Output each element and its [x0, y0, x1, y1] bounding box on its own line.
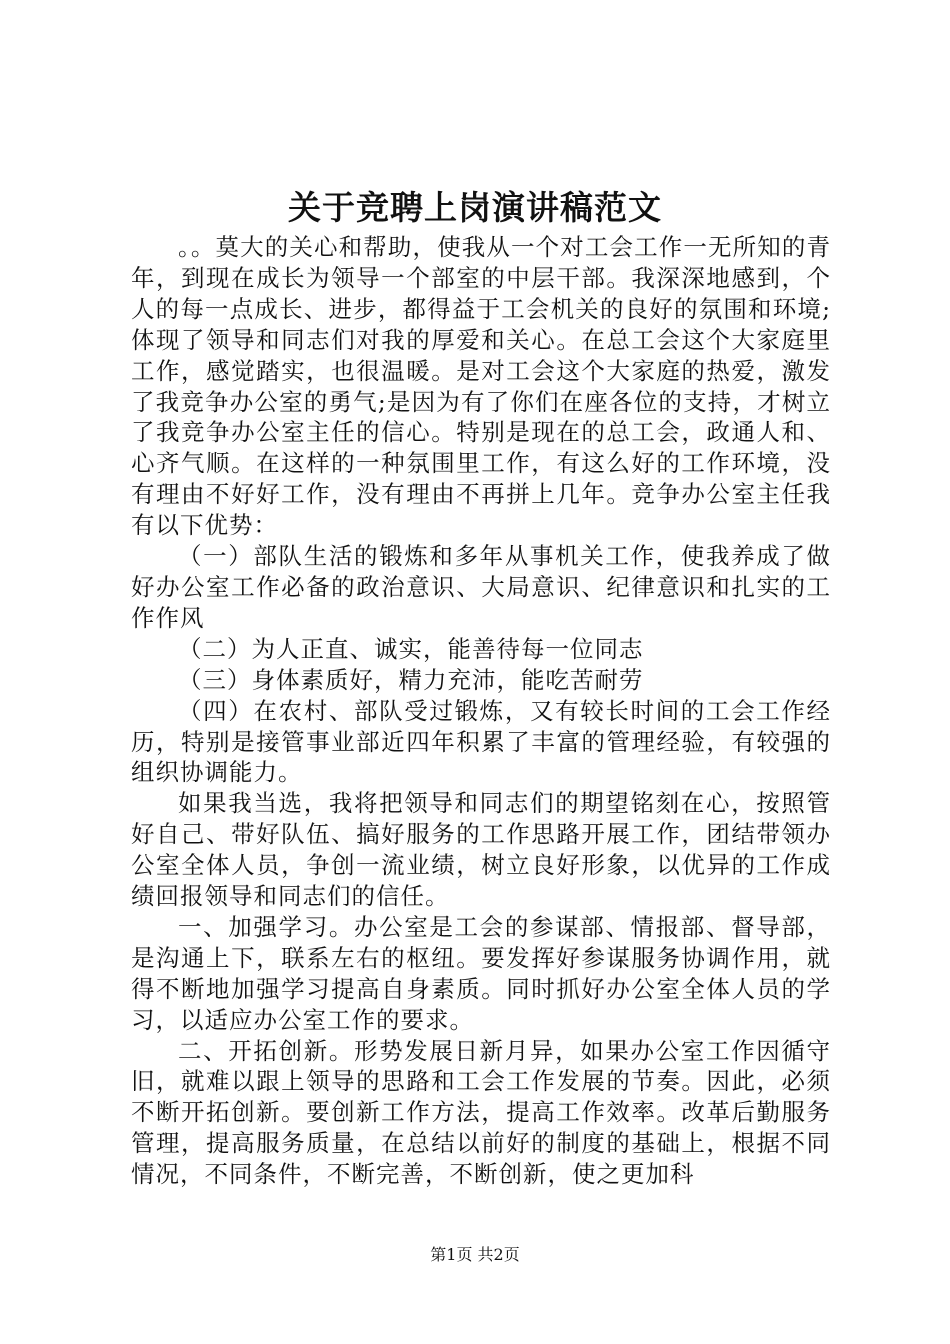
paragraph: 。。莫大的关心和帮助，使我从一个对工会工作一无所知的青年，到现在成长为领导一个部室的中层干部。我深深地感到，个人的每一点成长、进步，都得益于工会机关的良好的氛围和环境;体现了领导和同志们对我的厚爱和关心。在总工会这个大家庭里工作，感觉踏实，也很温暖。是对工会这个大家庭的热爱，激发了我竞争办公室的勇气;是因为有了你们在座各位的支持，才树立了我竞争办公室主任的信心。特别是现在的总工会，政通人和、心齐气顺。在这样的一种氛围里工作，有这么好的工作环境，没有理由不好好工作，没有理由不再拼上几年。竞争办公室主任我有以下优势： — [131, 233, 831, 540]
paragraph: 一、加强学习。办公室是工会的参谋部、情报部、督导部，是沟通上下，联系左右的枢纽。要发挥好参谋服务协调作用，就得不断地加强学习提高自身素质。同时抓好办公室全体人员的学习，以适应办公室工作的要求。 — [131, 912, 831, 1034]
document-body — [131, 232, 831, 1190]
paragraph: （三）身体素质好，精力充沛，能吃苦耐劳 — [178, 665, 644, 694]
paragraph: 二、开拓创新。形势发展日新月异，如果办公室工作因循守旧，就难以跟上领导的思路和工会工作发展的节奏。因此，必须不断开拓创新。要创新工作方法，提高工作效率。改革后勤服务管理，提高服务质量，在总结以前好的制度的基础上，根据不同情况，不同条件，不断完善，不断创新，使之更加科 — [131, 1036, 831, 1189]
page-number-footer: 第1页 共2页 — [430, 1245, 520, 1264]
paragraph: 如果我当选，我将把领导和同志们的期望铭刻在心，按照管好自己、带好队伍、搞好服务的工作思路开展工作，团结带领办公室全体人员，争创一流业绩，树立良好形象，以优异的工作成绩回报领导和同志们的信任。 — [131, 789, 831, 911]
paragraph: （二）为人正直、诚实，能善待每一位同志 — [178, 634, 644, 663]
document-title: 关于竞聘上岗演讲稿范文 — [288, 188, 662, 227]
paragraph: （四）在农村、部队受过锻炼，又有较长时间的工会工作经历，特别是接管事业部近四年积累了丰富的管理经验，有较强的组织协调能力。 — [131, 696, 831, 787]
paragraph: （一）部队生活的锻炼和多年从事机关工作，使我养成了做好办公室工作必备的政治意识、大局意识、纪律意识和扎实的工作作风 — [131, 542, 831, 632]
